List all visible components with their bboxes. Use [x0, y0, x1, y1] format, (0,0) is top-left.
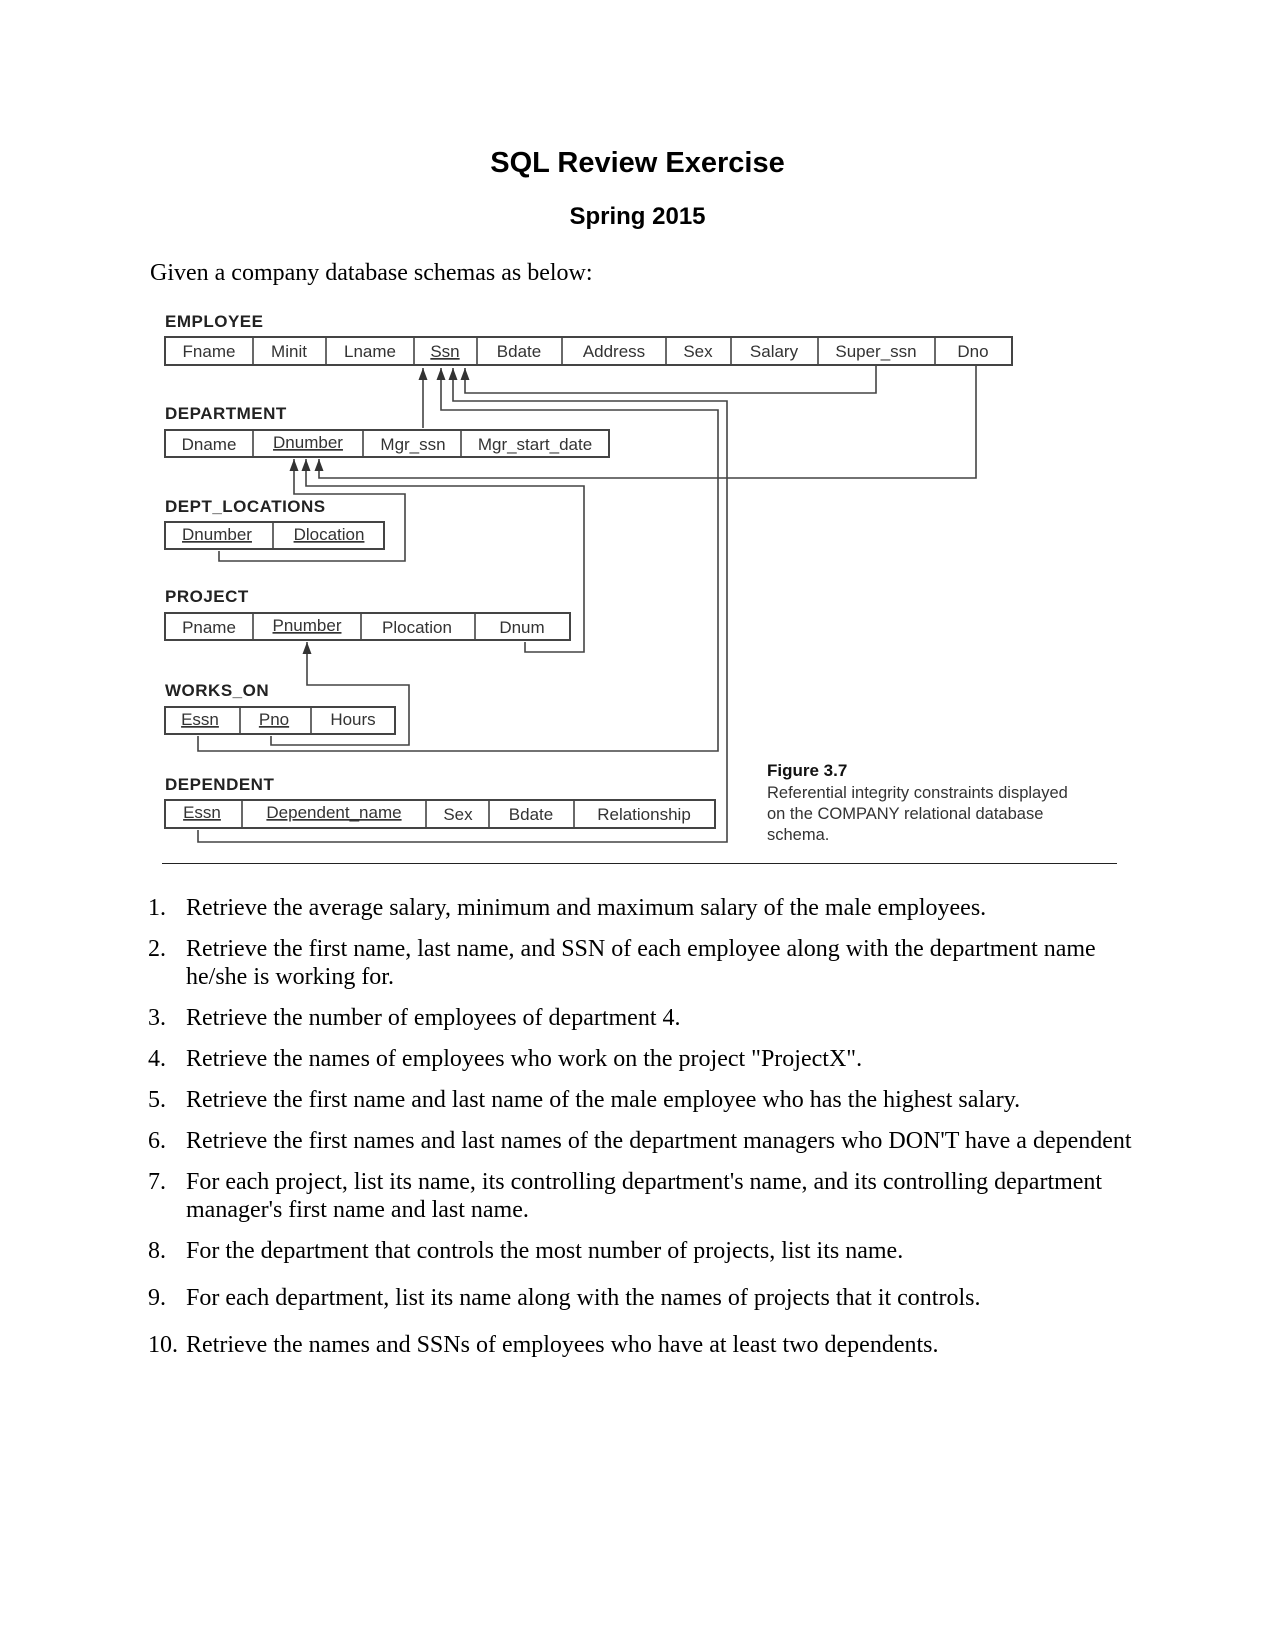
- question-number: 5.: [148, 1087, 166, 1113]
- works-on-table: [165, 707, 395, 734]
- employee-attr-lname: Lname: [344, 342, 396, 361]
- employee-attr-dno: Dno: [957, 342, 989, 361]
- intro-text: Given a company database schemas as below:: [150, 260, 593, 286]
- project-attr-pname: Pname: [182, 618, 236, 637]
- question-item: [148, 1004, 1148, 1032]
- question-item: [148, 1237, 1148, 1265]
- question-number: 6.: [148, 1128, 166, 1154]
- question-text: Retrieve the average salary, minimum and maximum salary of the male employees.: [186, 895, 987, 921]
- employee-attr-salary: Salary: [749, 342, 799, 361]
- department-attr-mgr-start-date: Mgr_start_date: [477, 435, 593, 454]
- question-item: [148, 1045, 1148, 1073]
- dept-locations-attr-dlocation: Dlocation: [293, 525, 365, 544]
- question-text: Retrieve the first name and last name of the male employee who has the highest salary.: [186, 1087, 1021, 1113]
- question-text: For each project, list its name, its controlling department's name, and its controlling department manager's first name and last name.: [186, 1169, 1103, 1223]
- department-table: [165, 430, 609, 457]
- question-text: For the department that controls the most number of projects, list its name.: [186, 1238, 904, 1264]
- employee-attr-address: Address: [582, 342, 646, 361]
- section-divider: [162, 863, 1117, 864]
- question-text: Retrieve the names and SSNs of employees who have at least two dependents.: [186, 1332, 939, 1358]
- works-on-attr-pno: Pno: [258, 710, 290, 729]
- question-number: 8.: [148, 1238, 166, 1264]
- question-number: 2.: [148, 936, 166, 962]
- works-on-relation-name: WORKS_ON: [165, 681, 270, 700]
- figure-label: Figure 3.7: [767, 761, 848, 780]
- figure-caption-line-1: Referential integrity constraints displayed: [767, 784, 1068, 802]
- figure-caption-line-3: schema.: [767, 826, 830, 844]
- dept-locations-table: [165, 522, 384, 549]
- employee-attr-ssn: Ssn: [430, 342, 460, 361]
- works-on-attr-hours: Hours: [330, 710, 376, 729]
- dependent-attr-relationship: Relationship: [597, 805, 691, 824]
- employee-attr-minit: Minit: [271, 342, 307, 361]
- employee-attr-bdate: Bdate: [496, 342, 542, 361]
- question-item: [148, 1086, 1148, 1114]
- dependent-attr-dependent-name: Dependent_name: [266, 803, 402, 822]
- employee-attr-super-ssn: Super_ssn: [835, 342, 917, 361]
- department-attr-mgr-ssn: Mgr_ssn: [380, 435, 446, 454]
- department-attr-dnumber: Dnumber: [273, 433, 343, 452]
- fk-pno-to-pnumber: [271, 642, 409, 745]
- project-attr-plocation: Plocation: [382, 618, 452, 637]
- question-text: Retrieve the first name, last name, and SSN of each employee along with the department name he/she is working for.: [186, 936, 1096, 990]
- question-item: [148, 1168, 1148, 1224]
- question-item: [148, 1127, 1148, 1155]
- question-item: [148, 1331, 1148, 1359]
- question-number: 10.: [148, 1332, 178, 1358]
- question-text: For each department, list its name along with the names of projects that it controls.: [186, 1285, 981, 1311]
- page-title: SQL Review Exercise: [490, 147, 785, 179]
- question-item: [148, 1284, 1148, 1312]
- project-relation-name: PROJECT: [165, 587, 249, 606]
- dept-locations-attr-dnumber: Dnumber: [182, 525, 252, 544]
- question-number: 9.: [148, 1285, 166, 1311]
- question-text: Retrieve the first names and last names of the department managers who DON'T have a dependent: [186, 1128, 1132, 1154]
- question-number: 3.: [148, 1005, 166, 1031]
- dependent-attr-essn: Essn: [183, 803, 221, 822]
- question-text: Retrieve the names of employees who work on the project "ProjectX".: [186, 1046, 863, 1072]
- question-text: Retrieve the number of employees of department 4.: [186, 1005, 681, 1031]
- department-attr-dname: Dname: [181, 435, 237, 454]
- page-subtitle: Spring 2015: [569, 203, 706, 230]
- question-item: [148, 935, 1148, 991]
- question-list: [148, 888, 1148, 1359]
- dept-locations-relation-name: DEPT_LOCATIONS: [165, 497, 326, 516]
- figure-caption-line-2: on the COMPANY relational database: [767, 805, 1044, 823]
- department-relation-name: DEPARTMENT: [165, 404, 287, 423]
- dependent-attr-sex: Sex: [443, 805, 473, 824]
- project-attr-dnum: Dnum: [499, 618, 545, 637]
- employee-attr-sex: Sex: [683, 342, 713, 361]
- employee-attr-fname: Fname: [182, 342, 236, 361]
- question-number: 4.: [148, 1046, 166, 1072]
- project-table: [165, 613, 570, 640]
- project-attr-pnumber: Pnumber: [272, 616, 342, 635]
- question-number: 7.: [148, 1169, 166, 1195]
- question-number: 1.: [148, 895, 166, 921]
- employee-table: [165, 337, 1012, 365]
- fk-dno-to-dnumber: [319, 366, 976, 478]
- fk-super-ssn-to-ssn: [465, 366, 876, 393]
- question-item: [148, 894, 1148, 922]
- employee-relation-name: EMPLOYEE: [165, 312, 264, 331]
- works-on-attr-essn: Essn: [181, 710, 219, 729]
- dependent-table: [165, 800, 715, 828]
- dependent-relation-name: DEPENDENT: [165, 775, 275, 794]
- fk-works-on-essn-to-ssn: [198, 368, 718, 751]
- dependent-attr-bdate: Bdate: [508, 805, 554, 824]
